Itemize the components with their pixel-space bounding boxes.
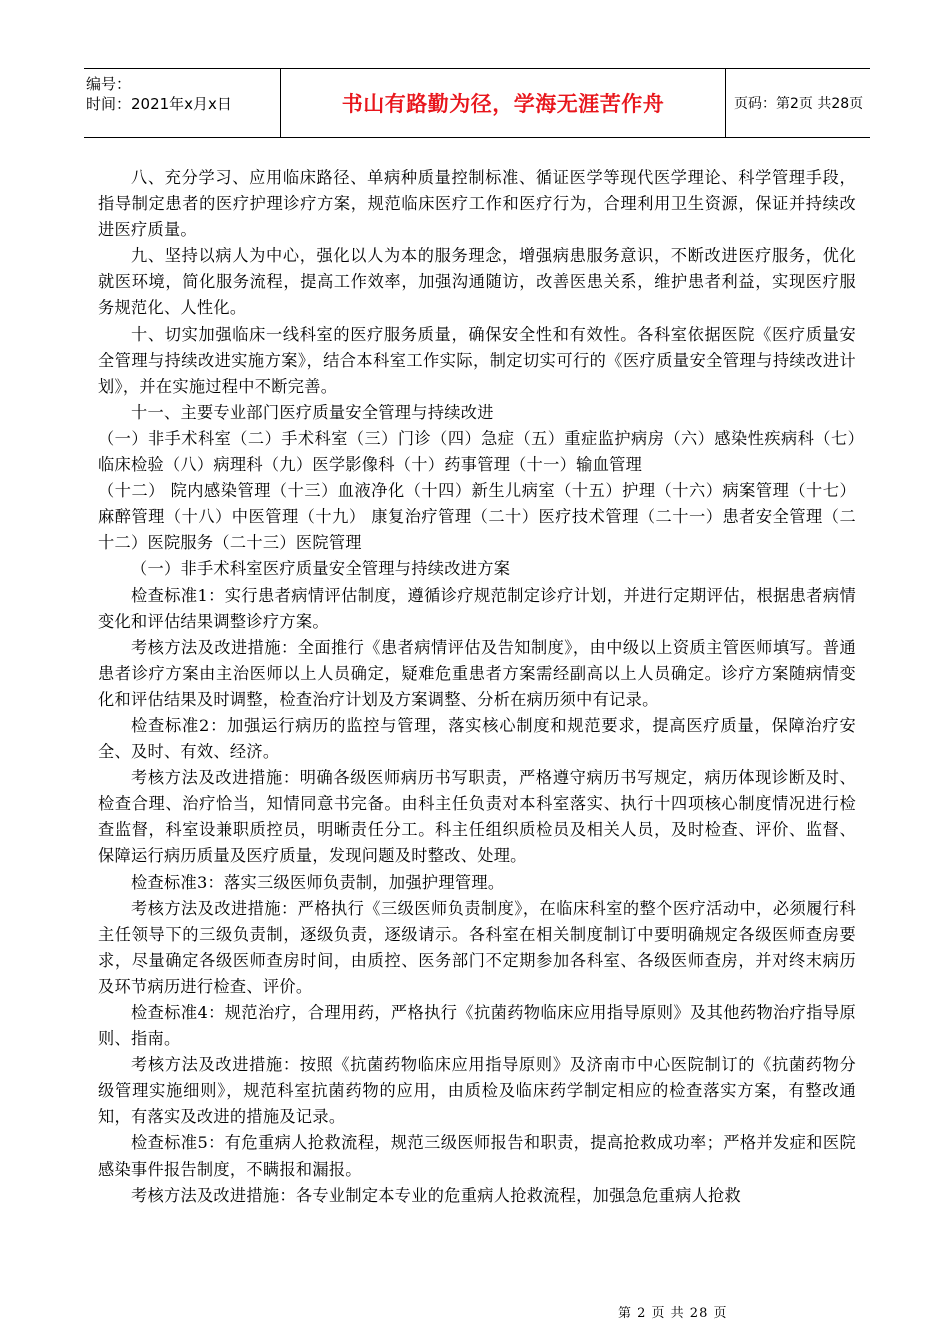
- department-list: （一）非手术科室（二）手术科室（三）门诊（四）急症（五）重症监护病房（六）感染性疾病科（七）临床检验（八）病理科（九）医学影像科（十）药事管理（十一）输血管理: [98, 428, 856, 475]
- paragraph: 检查标准4：规范治疗，合理用药，严格执行《抗菌药物临床应用指导原则》及其他药物治疗指导原则、指南。: [98, 1003, 856, 1049]
- paragraph: 考核方法及改进措施：严格执行《三级医师负责制度》，在临床科室的整个医疗活动中，必须履行科主任领导下的三级负责制，逐级负责，逐级请示。各科室在相关制度制订中要明确规定各级医师查房要求，尽量确定各级医师查房时间，由质控、医务部门不定期参加各科室、各级医师查房，并对终末病历及环节病历进行检查、评价。: [98, 898, 856, 996]
- header-left-cell: [84, 69, 281, 137]
- document-body: [98, 165, 856, 1209]
- paragraph: 考核方法及改进措施：全面推行《患者病情评估及告知制度》，由中级以上资质主管医师填写。普通患者诊疗方案由主治医师以上人员确定，疑难危重患者方案需经副高以上人员确定。诊疗方案随病情变化和评估结果及时调整，检查治疗计划及方案调整、分析在病历须中有记录。: [98, 637, 856, 709]
- paragraph: 考核方法及改进措施：各专业制定本专业的危重病人抢救流程，加强急危重病人抢救: [131, 1185, 742, 1205]
- paragraph: 检查标准2：加强运行病历的监控与管理，落实核心制度和规范要求，提高医疗质量，保障治疗安全、及时、有效、经济。: [98, 715, 856, 762]
- header-motto: 书山有路勤为径，学海无涯苦作舟: [341, 92, 665, 116]
- header-page-cell: [726, 69, 870, 137]
- paragraph: 十、切实加强临床一线科室的医疗服务质量，确保安全性和有效性。各科室依据医院《医疗质量安全管理与持续改进实施方案》，结合本科室工作实际，制定切实可行的《医疗质量安全管理与持续改进计划》，并在实施过程中不断完善。: [98, 324, 856, 396]
- header-page-info: 页码：第2页 共28页: [734, 96, 864, 112]
- document-date: 时间：2021年x月x日: [86, 95, 232, 113]
- paragraph: 检查标准1：实行患者病情评估制度，遵循诊疗规范制定诊疗计划，并进行定期评估，根据患者病情变化和评估结果调整诊疗方案。: [98, 585, 856, 631]
- document-header: [84, 68, 870, 138]
- paragraph: 考核方法及改进措施：明确各级医师病历书写职责，严格遵守病历书写规定，病历体现诊断及时、检查合理、治疗恰当，知情同意书完备。由科主任负责对本科室落实、执行十四项核心制度情况进行检查监督，科室设兼职质控员，明晰责任分工。科主任组织质检员及相关人员，及时检查、评价、监督、保障运行病历质量及医疗质量，发现问题及时整改、处理。: [98, 768, 856, 866]
- paragraph: 八、充分学习、应用临床路径、单病种质量控制标准、循证医学等现代医学理论、科学管理手段，指导制定患者的医疗护理诊疗方案，规范临床医疗工作和医疗行为，合理利用卫生资源，保证并持续改进医疗质量。: [98, 168, 856, 240]
- page-footer: 第 2 页 共 28 页: [618, 1306, 728, 1321]
- paragraph: 考核方法及改进措施：按照《抗菌药物临床应用指导原则》及济南市中心医院制订的《抗菌药物分级管理实施细则》，规范科室抗菌药物的应用，由质检及临床药学制定相应的检查落实方案，有整改通知，有落实及改进的措施及记录。: [98, 1055, 856, 1127]
- paragraph: 检查标准5：有危重病人抢救流程，规范三级医师报告和职责，提高抢救成功率；严格并发症和医院感染事件报告制度，不瞒报和漏报。: [98, 1133, 856, 1179]
- department-list: （十二） 院内感染管理（十三）血液净化（十四）新生儿病室（十五）护理（十六）病案管理（十七）麻醉管理（十八）中医管理（十九） 康复治疗管理（二十）医疗技术管理（二十一）患者安全管理（二十二）医院服务（二十三）医院管理: [98, 481, 856, 553]
- section-heading: 十一、主要专业部门医疗质量安全管理与持续改进: [131, 402, 494, 422]
- header-motto-cell: [281, 69, 726, 137]
- paragraph: 检查标准3：落实三级医师负责制，加强护理管理。: [131, 872, 505, 892]
- subsection-heading: （一）非手术科室医疗质量安全管理与持续改进方案: [131, 559, 511, 579]
- document-number-label: 编号：: [86, 75, 132, 93]
- paragraph: 九、坚持以病人为中心，强化以人为本的服务理念，增强病患服务意识，不断改进医疗服务，优化就医环境，简化服务流程，提高工作效率，加强沟通随访，改善医患关系，维护患者利益，实现医疗服务规范化、人性化。: [98, 246, 856, 318]
